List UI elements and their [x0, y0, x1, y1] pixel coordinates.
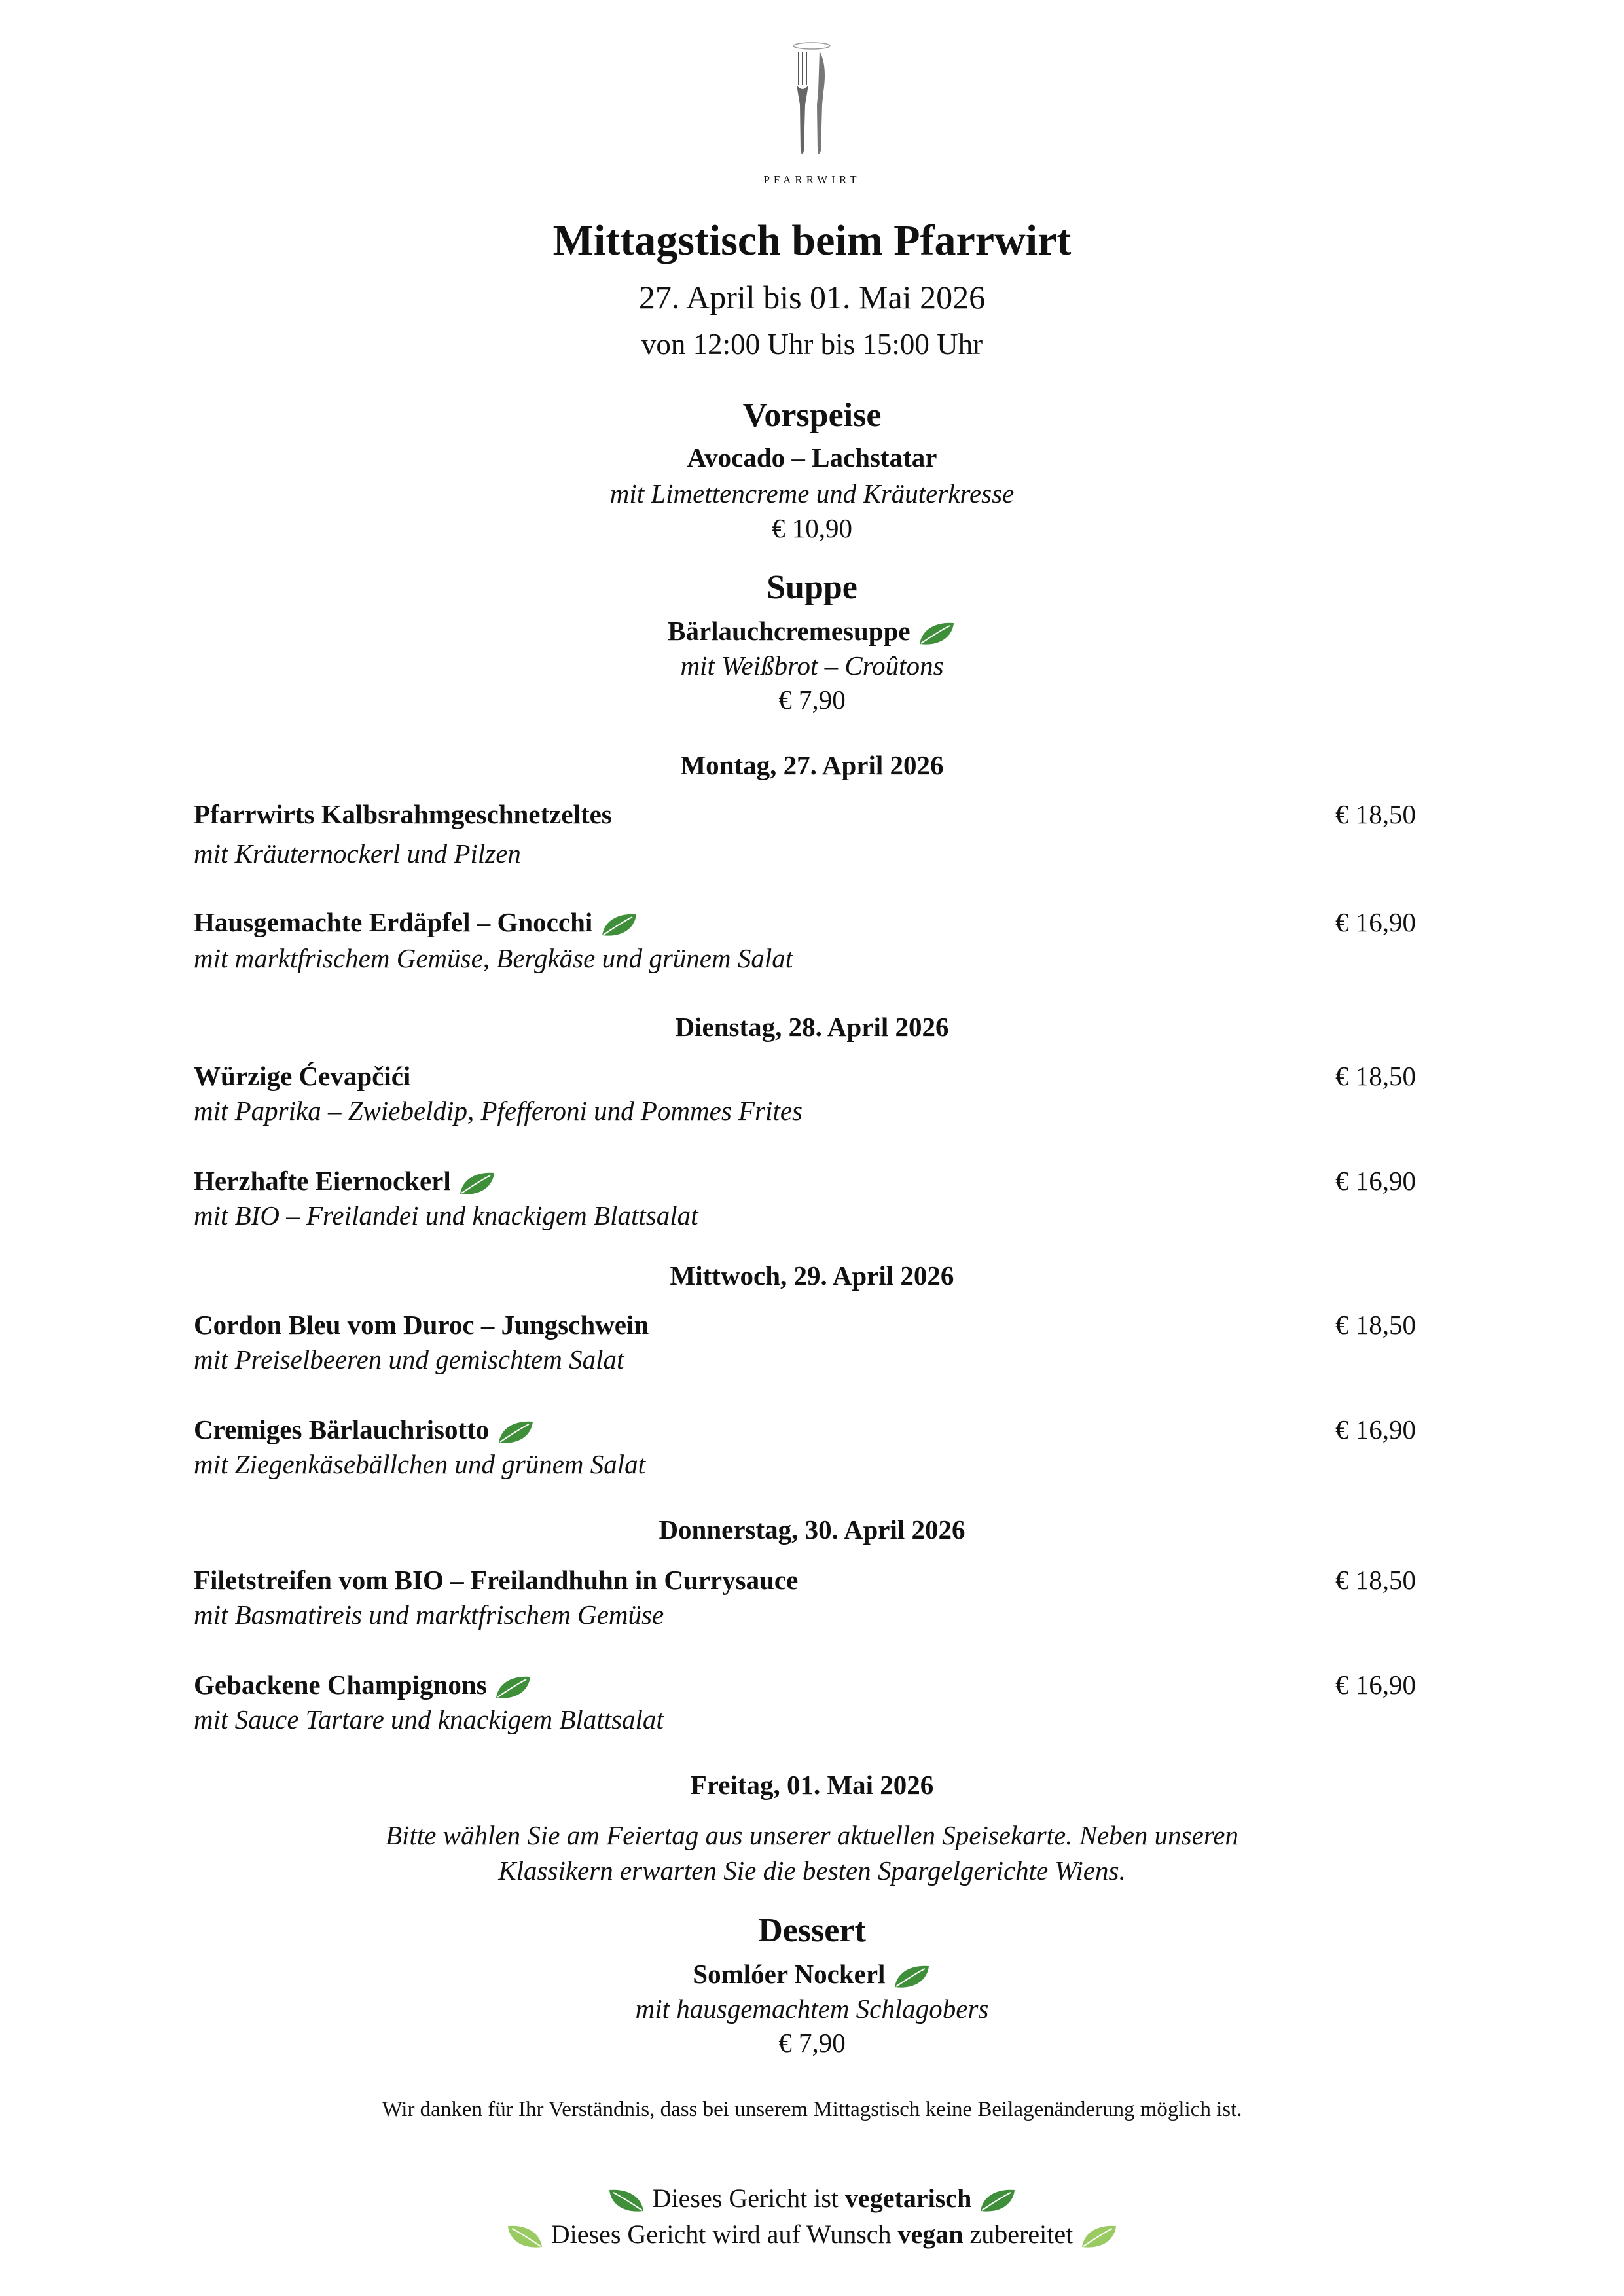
- dish-price: € 16,90: [1335, 1670, 1416, 1700]
- dish-price: € 18,50: [1335, 799, 1416, 829]
- dessert-dish-desc: mit hausgemachtem Schlagobers: [635, 1994, 989, 2024]
- dish-name-row: [194, 1669, 533, 1702]
- dish-price: € 16,90: [1335, 1166, 1416, 1196]
- dessert-dish-price: € 7,90: [778, 2028, 846, 2058]
- vegetarian-leaf-icon: [496, 1419, 535, 1446]
- opening-hours: von 12:00 Uhr bis 15:00 Uhr: [641, 328, 983, 361]
- suppe-dish: [0, 615, 1624, 648]
- dish-desc: mit Basmatireis und marktfrischem Gemüse: [194, 1600, 664, 1630]
- vegetarian-leaf-icon: [978, 2187, 1017, 2215]
- legend-vegetarian: [0, 2183, 1624, 2215]
- vegan-leaf-icon: [505, 2223, 545, 2251]
- legend-vegetarian-bold: vegetarisch: [845, 2183, 972, 2213]
- vegetarian-leaf-icon: [607, 2187, 646, 2215]
- day-heading-montag: Montag, 27. April 2026: [680, 750, 944, 780]
- vegetarian-leaf-icon: [600, 912, 639, 939]
- holiday-note-line1: Bitte wählen Sie am Feiertag aus unserer aktuellen Speisekarte. Neben unseren: [386, 1820, 1238, 1850]
- dish-desc: mit Kräuternockerl und Pilzen: [194, 838, 521, 869]
- vorspeise-dish-name: Avocado – Lachstatar: [687, 442, 937, 473]
- suppe-dish-price: € 7,90: [778, 685, 846, 715]
- dessert-dish: [0, 1958, 1624, 1991]
- brand-name: PFARRWIRT: [763, 173, 861, 186]
- vegetarian-leaf-icon: [494, 1674, 533, 1702]
- dish-desc: mit Ziegenkäsebällchen und grünem Salat: [194, 1449, 646, 1479]
- dish-desc: mit Paprika – Zwiebeldip, Pfefferoni und Pommes Frites: [194, 1096, 803, 1126]
- date-range: 27. April bis 01. Mai 2026: [638, 279, 986, 315]
- dish-name-row: [194, 1165, 497, 1198]
- vegan-leaf-icon: [1079, 2223, 1119, 2251]
- dish-name: Pfarrwirts Kalbsrahmgeschnetzeltes: [194, 799, 612, 829]
- dish-desc: mit Preiselbeeren und gemischtem Salat: [194, 1344, 624, 1374]
- day-heading-mittwoch: Mittwoch, 29. April 2026: [670, 1261, 954, 1291]
- legend-vegetarian-text: Dieses Gericht ist: [652, 2183, 839, 2213]
- dish-price: € 16,90: [1335, 1414, 1416, 1444]
- dish-desc: mit marktfrischem Gemüse, Bergkäse und grünem Salat: [194, 943, 793, 973]
- dish-price: € 18,50: [1335, 1310, 1416, 1340]
- dish-price: € 16,90: [1335, 907, 1416, 937]
- vorspeise-dish-desc: mit Limettencreme und Kräuterkresse: [609, 478, 1015, 509]
- day-heading-donnerstag: Donnerstag, 30. April 2026: [659, 1515, 965, 1545]
- dish-desc: mit Sauce Tartare und knackigem Blattsalat: [194, 1704, 664, 1734]
- legend-vegan-bold: vegan: [897, 2219, 964, 2249]
- dish-name: Filetstreifen vom BIO – Freilandhuhn in Currysauce: [194, 1565, 799, 1595]
- logo-cutlery-icon: [779, 39, 844, 164]
- vegetarian-leaf-icon: [892, 1964, 931, 1991]
- day-heading-freitag: Freitag, 01. Mai 2026: [690, 1770, 934, 1800]
- dish-name: Gebackene Champignons: [194, 1670, 487, 1700]
- legend-vegan-text: Dieses Gericht wird auf Wunsch: [550, 2219, 892, 2249]
- page-title: Mittagstisch beim Pfarrwirt: [552, 217, 1072, 264]
- footer-thanks: Wir danken für Ihr Verständnis, dass bei unserem Mittagstisch keine Beilagenänderung möglich ist.: [382, 2098, 1242, 2121]
- vorspeise-dish-price: € 10,90: [772, 513, 852, 543]
- holiday-note-line2: Klassikern erwarten Sie die besten Spargelgerichte Wiens.: [498, 1856, 1126, 1886]
- dish-price: € 18,50: [1335, 1061, 1416, 1091]
- vegetarian-leaf-icon: [917, 620, 956, 648]
- dish-name: Cremiges Bärlauchrisotto: [194, 1414, 490, 1444]
- dish-desc: mit BIO – Freilandei und knackigem Blattsalat: [194, 1200, 698, 1230]
- dessert-dish-name: Somlóer Nockerl: [693, 1959, 886, 1989]
- section-heading-suppe: Suppe: [767, 569, 857, 606]
- suppe-dish-name: Bärlauchcremesuppe: [668, 616, 911, 646]
- dish-name: Herzhafte Eiernockerl: [194, 1166, 451, 1196]
- vegetarian-leaf-icon: [458, 1170, 497, 1198]
- section-heading-vorspeise: Vorspeise: [742, 397, 882, 434]
- section-heading-dessert: Dessert: [758, 1912, 866, 1949]
- dish-name-row: [194, 1414, 535, 1446]
- legend-vegan: [0, 2219, 1624, 2251]
- day-heading-dienstag: Dienstag, 28. April 2026: [675, 1012, 949, 1042]
- dish-name: Würzige Ćevapčići: [194, 1061, 411, 1091]
- dish-name-row: [194, 906, 639, 939]
- dish-name: Cordon Bleu vom Duroc – Jungschwein: [194, 1310, 649, 1340]
- legend-vegan-text-end: zubereitet: [969, 2219, 1074, 2249]
- dish-name: Hausgemachte Erdäpfel – Gnocchi: [194, 907, 593, 937]
- dish-price: € 18,50: [1335, 1565, 1416, 1595]
- suppe-dish-desc: mit Weißbrot – Croûtons: [680, 651, 944, 681]
